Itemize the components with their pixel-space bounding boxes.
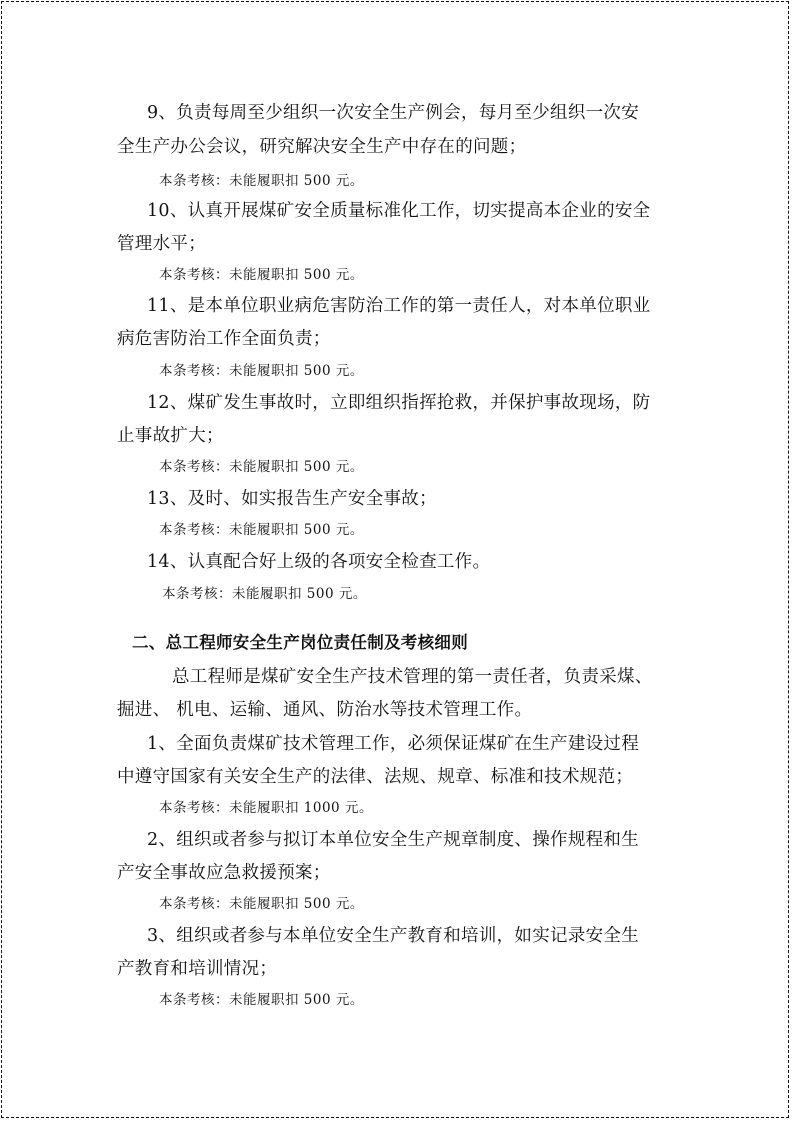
s2-item-3-assessment: 本条考核：未能履职扣 500 元。 xyxy=(159,992,364,1008)
item-11-line1: 11、是本单位职业病危害防治工作的第一责任人，对本单位职业 xyxy=(147,296,651,316)
item-10-assessment: 本条考核：未能履职扣 500 元。 xyxy=(159,267,364,283)
s2-item-2-line2: 产安全事故应急救援预案； xyxy=(117,863,331,883)
s2-item-1-assessment: 本条考核：未能履职扣 1000 元。 xyxy=(159,800,373,816)
item-11-assessment: 本条考核：未能履职扣 500 元。 xyxy=(159,363,364,379)
item-9-assessment: 本条考核：未能履职扣 500 元。 xyxy=(159,173,364,189)
item-9-line1: 9、负责每周至少组织一次安全生产例会，每月至少组织一次安 xyxy=(147,103,640,123)
item-13-assessment: 本条考核：未能履职扣 500 元。 xyxy=(159,522,364,538)
s2-item-3-line1: 3、组织或者参与本单位安全生产教育和培训，如实记录安全生 xyxy=(147,926,640,946)
item-12-line2: 止事故扩大； xyxy=(117,426,224,446)
section2-intro-line1: 总工程师是煤矿安全生产技术管理的第一责任者，负责采煤、 xyxy=(172,667,653,687)
item-12-line1: 12、煤矿发生事故时，立即组织指挥抢救，并保护事故现场，防 xyxy=(147,393,651,413)
item-14-line1: 14、认真配合好上级的各项安全检查工作。 xyxy=(147,552,491,572)
item-13-line1: 13、及时、如实报告生产安全事故； xyxy=(147,489,437,509)
item-10-line1: 10、认真开展煤矿安全质量标准化工作，切实提高本企业的安全 xyxy=(147,201,651,221)
s2-item-1-line1: 1、全面负责煤矿技术管理工作，必须保证煤矿在生产建设过程 xyxy=(147,734,640,754)
section-heading: 二、总工程师安全生产岗位责任制及考核细则 xyxy=(132,633,468,652)
s2-item-2-line1: 2、组织或者参与拟订本单位安全生产规章制度、操作规程和生 xyxy=(147,830,640,850)
s2-item-1-line2: 中遵守国家有关安全生产的法律、法规、规章、标准和技术规范； xyxy=(117,767,634,787)
item-12-assessment: 本条考核：未能履职扣 500 元。 xyxy=(159,459,364,475)
section2-intro-line2: 掘进、 机电、运输、通风、防治水等技术管理工作。 xyxy=(117,700,533,720)
s2-item-2-assessment: 本条考核：未能履职扣 500 元。 xyxy=(159,896,364,912)
item-10-line2: 管理水平； xyxy=(117,234,206,254)
item-14-assessment: 本条考核：未能履职扣 500 元。 xyxy=(162,586,367,602)
item-9-line2: 全生产办公会议，研究解决安全生产中存在的问题； xyxy=(117,137,527,157)
s2-item-3-line2: 产教育和培训情况； xyxy=(117,959,278,979)
item-11-line2: 病危害防治工作全面负责； xyxy=(117,329,331,349)
